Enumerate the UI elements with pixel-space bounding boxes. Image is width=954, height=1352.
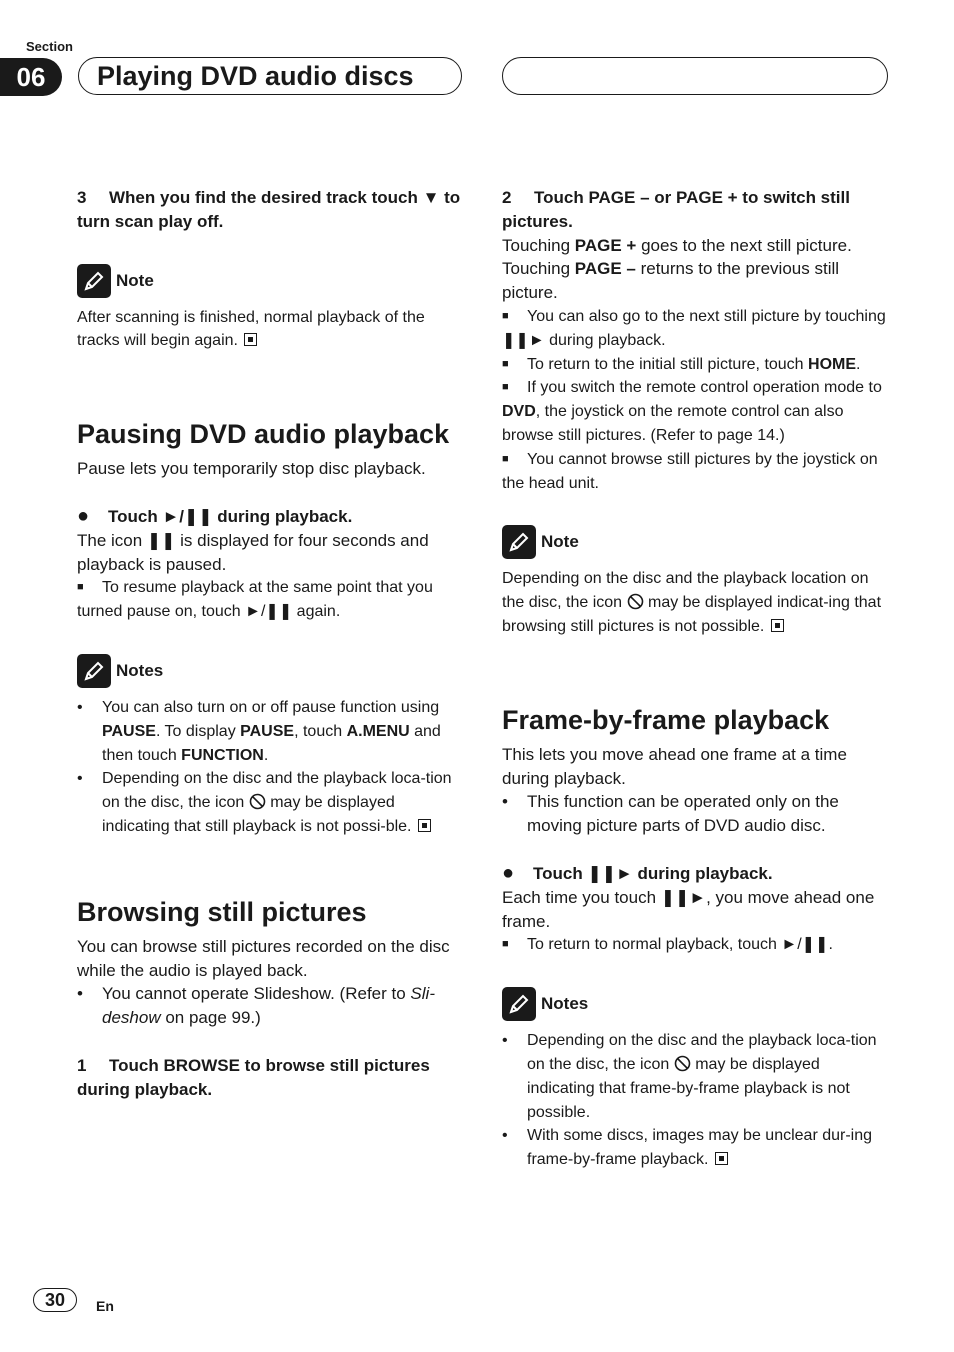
- list-item: • This function can be operated only on the moving picture parts of DVD audio disc.: [502, 792, 839, 836]
- list-item: ■ You cannot browse still pictures by the joystick on the head unit.: [502, 450, 878, 492]
- list-item: • With some discs, images may be unclear dur-ing frame-by-frame playback.: [502, 1127, 873, 1169]
- note-text: Depending on the disc and the playback location on the disc, the icon may be displayed indicat-ing that browsing still pictures is not possible.: [502, 570, 882, 635]
- no-entry-icon: [249, 793, 266, 810]
- browse-intro: You can browse still pictures recorded on the disc while the audio is played back.: [77, 936, 450, 980]
- chapter-title: Playing DVD audio discs: [78, 57, 462, 95]
- note-heading: Note: [502, 525, 890, 559]
- end-mark-icon: [771, 619, 784, 632]
- pencil-icon: [77, 264, 111, 298]
- list-item: ■ If you switch the remote control operation mode to DVD, the joystick on the remote control can also browse still pictures. (Refer to page 14.): [502, 379, 882, 444]
- end-mark-icon: [418, 819, 431, 832]
- language-label: En: [96, 1298, 114, 1314]
- list-item: • Depending on the disc and the playback loca-tion on the disc, the icon may be displayed indicating that frame-by-frame playback is not possible.: [502, 1032, 877, 1121]
- frame-step: ● Touch ❚❚► during playback.: [502, 861, 773, 884]
- note-heading: Note: [77, 264, 465, 298]
- chapter-title-empty-box: [502, 57, 888, 95]
- notes-heading: Notes: [502, 987, 890, 1021]
- frame-intro: This lets you move ahead one frame at a time during playback.: [502, 744, 847, 788]
- left-column: [77, 186, 465, 1102]
- notes-heading: Notes: [77, 654, 465, 688]
- pause-intro: Pause lets you temporarily stop disc playback.: [77, 459, 426, 479]
- list-item: • Depending on the disc and the playback loca-tion on the disc, the icon may be displayed indicating that still playback is not possi-ble.: [77, 770, 452, 835]
- right-column: [502, 186, 890, 1172]
- page-plus-text: Touching PAGE + goes to the next still picture.: [502, 235, 852, 255]
- pause-step: ● Touch ►/❚❚ during playback.: [77, 504, 353, 527]
- section-heading-browse: Browsing still pictures: [77, 896, 367, 927]
- pause-description: The icon ❚❚ is displayed for four seconds and playback is paused.: [77, 530, 429, 574]
- page-minus-text: Touching PAGE – returns to the previous still picture.: [502, 259, 840, 303]
- pencil-icon: [77, 654, 111, 688]
- no-entry-icon: [674, 1055, 691, 1072]
- pause-resume-note: ■ To resume playback at the same point that you turned pause on, touch ►/❚❚ again.: [77, 579, 433, 621]
- pencil-icon: [502, 987, 536, 1021]
- list-item: ■ You can also go to the next still picture by touching ❚❚► during playback.: [502, 307, 886, 349]
- pencil-icon: [502, 525, 536, 559]
- step-3: 3 When you find the desired track touch ▼ to turn scan play off.: [77, 188, 461, 231]
- list-item: ■ To return to the initial still picture, touch HOME.: [502, 355, 861, 373]
- note-text: After scanning is finished, normal playback of the tracks will begin again.: [77, 308, 425, 350]
- no-entry-icon: [627, 593, 644, 610]
- list-item: ■ To return to normal playback, touch ►/❚❚.: [502, 936, 833, 954]
- list-item: • You cannot operate Slideshow. (Refer to Sli-deshow on page 99.): [77, 984, 435, 1028]
- section-number: 06: [0, 58, 62, 96]
- frame-description: Each time you touch ❚❚►, you move ahead one frame.: [502, 887, 875, 931]
- list-item: • You can also turn on or off pause function using PAUSE. To display PAUSE, touch A.MENU and then touch FUNCTION.: [77, 698, 441, 764]
- step-2: 2 Touch PAGE – or PAGE + to switch still pictures.: [502, 188, 850, 231]
- end-mark-icon: [715, 1152, 728, 1165]
- step-1: 1 Touch BROWSE to browse still pictures during playback.: [77, 1055, 430, 1099]
- section-heading-pause: Pausing DVD audio playback: [77, 419, 450, 450]
- page-number: 30: [33, 1288, 77, 1312]
- section-heading-frame: Frame-by-frame playback: [502, 704, 830, 735]
- end-mark-icon: [244, 333, 257, 346]
- section-label: Section: [26, 39, 73, 54]
